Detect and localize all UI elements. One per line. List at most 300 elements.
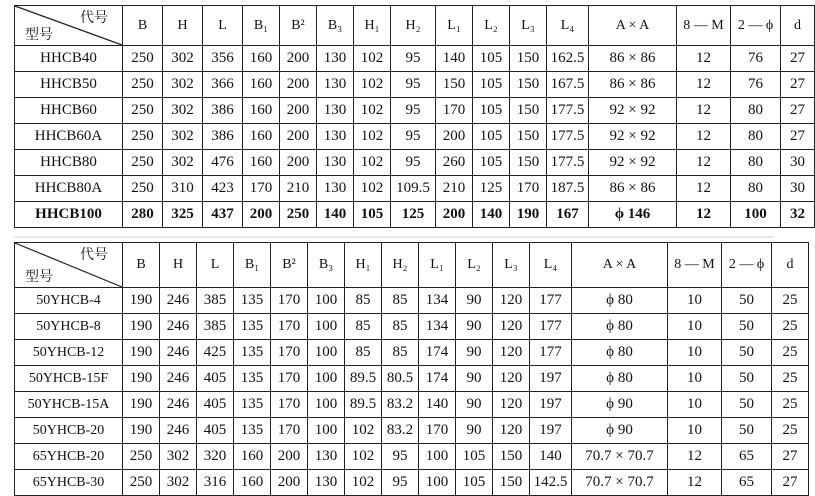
- value-cell: 25: [772, 340, 809, 366]
- value-cell: 177: [530, 314, 572, 340]
- value-cell: 197: [530, 418, 572, 444]
- value-cell: 150: [510, 150, 547, 176]
- value-cell: 160: [234, 470, 271, 496]
- value-cell: 10: [668, 340, 722, 366]
- value-cell: 10: [668, 314, 722, 340]
- value-cell: 142.5: [530, 470, 572, 496]
- header-row: [15, 6, 815, 46]
- value-cell: 89.5: [345, 392, 382, 418]
- value-cell: 162.5: [547, 46, 589, 72]
- value-cell: 200: [436, 124, 473, 150]
- model-cell: HHCB80A: [15, 176, 123, 202]
- column-header: L₁: [436, 6, 473, 46]
- value-cell: 85: [345, 314, 382, 340]
- value-cell: 170: [419, 418, 456, 444]
- value-cell: 167: [547, 202, 589, 228]
- value-cell: 150: [493, 444, 530, 470]
- value-cell: 105: [473, 98, 510, 124]
- value-cell: 140: [317, 202, 354, 228]
- value-cell: 85: [345, 288, 382, 314]
- value-cell: 12: [668, 470, 722, 496]
- value-cell: 405: [197, 392, 234, 418]
- header-row: [15, 243, 809, 288]
- value-cell: 83.2: [382, 392, 419, 418]
- column-header: H: [160, 243, 197, 288]
- value-cell: 102: [354, 150, 391, 176]
- value-cell: 134: [419, 314, 456, 340]
- value-cell: 210: [436, 176, 473, 202]
- value-cell: ϕ 80: [572, 366, 668, 392]
- value-cell: 50: [722, 418, 772, 444]
- value-cell: 190: [123, 418, 160, 444]
- value-cell: 10: [668, 392, 722, 418]
- value-cell: 130: [317, 46, 354, 72]
- value-cell: 405: [197, 366, 234, 392]
- model-cell: HHCB50: [15, 72, 123, 98]
- value-cell: 25: [772, 366, 809, 392]
- value-cell: 102: [354, 98, 391, 124]
- column-header: L₃: [493, 243, 530, 288]
- value-cell: 150: [493, 470, 530, 496]
- value-cell: 12: [677, 124, 731, 150]
- value-cell: 135: [234, 340, 271, 366]
- value-cell: 246: [160, 314, 197, 340]
- value-cell: 200: [280, 72, 317, 98]
- value-cell: 89.5: [345, 366, 382, 392]
- column-header: A × A: [572, 243, 668, 288]
- column-header: B₁: [243, 6, 280, 46]
- value-cell: 100: [308, 366, 345, 392]
- value-cell: 130: [317, 176, 354, 202]
- value-cell: 140: [419, 392, 456, 418]
- value-cell: 12: [677, 72, 731, 98]
- value-cell: 366: [203, 72, 243, 98]
- value-cell: 70.7 × 70.7: [572, 470, 668, 496]
- value-cell: 95: [391, 46, 436, 72]
- table-row: [15, 176, 815, 202]
- value-cell: 160: [234, 444, 271, 470]
- value-cell: 102: [354, 176, 391, 202]
- value-cell: 386: [203, 98, 243, 124]
- table-row: [15, 46, 815, 72]
- value-cell: 200: [271, 470, 308, 496]
- model-cell: HHCB60A: [15, 124, 123, 150]
- value-cell: 30: [781, 150, 815, 176]
- value-cell: 92 × 92: [589, 98, 677, 124]
- table-row: [15, 288, 809, 314]
- value-cell: 100: [308, 288, 345, 314]
- column-header: d: [772, 243, 809, 288]
- value-cell: 86 × 86: [589, 46, 677, 72]
- value-cell: 92 × 92: [589, 150, 677, 176]
- value-cell: 177.5: [547, 98, 589, 124]
- value-cell: ϕ 80: [572, 288, 668, 314]
- table-row: [15, 124, 815, 150]
- value-cell: 200: [280, 124, 317, 150]
- value-cell: 27: [772, 444, 809, 470]
- value-cell: 25: [772, 288, 809, 314]
- value-cell: 105: [473, 124, 510, 150]
- value-cell: 177.5: [547, 124, 589, 150]
- value-cell: 210: [280, 176, 317, 202]
- value-cell: 316: [197, 470, 234, 496]
- column-header: L₁: [419, 243, 456, 288]
- value-cell: 90: [456, 366, 493, 392]
- value-cell: 109.5: [391, 176, 436, 202]
- value-cell: 65: [722, 444, 772, 470]
- value-cell: 250: [123, 98, 163, 124]
- value-cell: 160: [243, 150, 280, 176]
- column-header: H: [163, 6, 203, 46]
- value-cell: 85: [382, 340, 419, 366]
- value-cell: 170: [271, 340, 308, 366]
- value-cell: 32: [781, 202, 815, 228]
- value-cell: ϕ 80: [572, 314, 668, 340]
- table-row: [15, 366, 809, 392]
- value-cell: 167.5: [547, 72, 589, 98]
- value-cell: 50: [722, 314, 772, 340]
- value-cell: 100: [308, 340, 345, 366]
- value-cell: 102: [345, 418, 382, 444]
- value-cell: 170: [510, 176, 547, 202]
- value-cell: 170: [271, 418, 308, 444]
- value-cell: 160: [243, 98, 280, 124]
- value-cell: 25: [772, 314, 809, 340]
- value-cell: 12: [677, 98, 731, 124]
- value-cell: 405: [197, 418, 234, 444]
- value-cell: 135: [234, 366, 271, 392]
- value-cell: 100: [419, 444, 456, 470]
- spec-table-yhcb: [14, 242, 809, 496]
- value-cell: 100: [308, 392, 345, 418]
- value-cell: 102: [345, 444, 382, 470]
- value-cell: 150: [510, 98, 547, 124]
- value-cell: 174: [419, 340, 456, 366]
- value-cell: 12: [677, 46, 731, 72]
- value-cell: 27: [772, 470, 809, 496]
- value-cell: 302: [163, 46, 203, 72]
- value-cell: 135: [234, 288, 271, 314]
- value-cell: ϕ 146: [589, 202, 677, 228]
- value-cell: 50: [722, 288, 772, 314]
- column-header: H₂: [382, 243, 419, 288]
- value-cell: 27: [781, 98, 815, 124]
- value-cell: 125: [391, 202, 436, 228]
- value-cell: 250: [280, 202, 317, 228]
- table-row: [15, 470, 809, 496]
- value-cell: 160: [243, 72, 280, 98]
- spec-table-hhcb: [14, 5, 815, 228]
- value-cell: 170: [436, 98, 473, 124]
- value-cell: 302: [163, 150, 203, 176]
- corner-model-label: 型号: [25, 28, 53, 43]
- value-cell: 200: [243, 202, 280, 228]
- corner-code-label: 代号: [80, 11, 108, 26]
- value-cell: 95: [391, 72, 436, 98]
- value-cell: 260: [436, 150, 473, 176]
- model-cell: 65YHCB-30: [15, 470, 123, 496]
- column-header: L₄: [530, 243, 572, 288]
- value-cell: 120: [493, 366, 530, 392]
- value-cell: 386: [203, 124, 243, 150]
- value-cell: 140: [530, 444, 572, 470]
- corner-model-label: 型号: [25, 270, 53, 285]
- corner-header: [15, 6, 123, 46]
- value-cell: 100: [731, 202, 781, 228]
- value-cell: 385: [197, 288, 234, 314]
- column-header: B₃: [308, 243, 345, 288]
- value-cell: 476: [203, 150, 243, 176]
- value-cell: 95: [382, 470, 419, 496]
- column-header: L: [203, 6, 243, 46]
- value-cell: 200: [280, 98, 317, 124]
- value-cell: 135: [234, 418, 271, 444]
- table-row: [15, 418, 809, 444]
- value-cell: 102: [345, 470, 382, 496]
- value-cell: 200: [280, 46, 317, 72]
- value-cell: 302: [160, 470, 197, 496]
- table-separator: [14, 236, 774, 238]
- value-cell: 120: [493, 340, 530, 366]
- value-cell: ϕ 90: [572, 418, 668, 444]
- value-cell: 85: [382, 288, 419, 314]
- column-header: L₂: [473, 6, 510, 46]
- value-cell: 105: [456, 470, 493, 496]
- value-cell: 10: [668, 418, 722, 444]
- column-header: L₄: [547, 6, 589, 46]
- value-cell: 150: [510, 46, 547, 72]
- table-row: [15, 314, 809, 340]
- column-header: B₃: [317, 6, 354, 46]
- table-row: [15, 150, 815, 176]
- column-header: L₂: [456, 243, 493, 288]
- model-cell: 65YHCB-20: [15, 444, 123, 470]
- value-cell: 95: [391, 124, 436, 150]
- value-cell: 150: [510, 124, 547, 150]
- column-header: 8 — M: [677, 6, 731, 46]
- value-cell: 120: [493, 392, 530, 418]
- column-header: H₂: [391, 6, 436, 46]
- value-cell: 250: [123, 150, 163, 176]
- value-cell: 12: [677, 202, 731, 228]
- value-cell: 90: [456, 418, 493, 444]
- model-cell: HHCB80: [15, 150, 123, 176]
- value-cell: 12: [677, 176, 731, 202]
- corner-header: [15, 243, 123, 288]
- value-cell: 90: [456, 288, 493, 314]
- model-cell: 50YHCB-15F: [15, 366, 123, 392]
- value-cell: 100: [308, 314, 345, 340]
- value-cell: 130: [317, 150, 354, 176]
- value-cell: 90: [456, 340, 493, 366]
- value-cell: 177.5: [547, 150, 589, 176]
- column-header: B²: [280, 6, 317, 46]
- corner-code-label: 代号: [80, 248, 108, 263]
- value-cell: 130: [308, 470, 345, 496]
- value-cell: 197: [530, 366, 572, 392]
- value-cell: 200: [280, 150, 317, 176]
- column-header: d: [781, 6, 815, 46]
- value-cell: 197: [530, 392, 572, 418]
- value-cell: 140: [473, 202, 510, 228]
- value-cell: 25: [772, 418, 809, 444]
- value-cell: 85: [382, 314, 419, 340]
- value-cell: 50: [722, 366, 772, 392]
- value-cell: 177: [530, 288, 572, 314]
- value-cell: 250: [123, 470, 160, 496]
- value-cell: 250: [123, 72, 163, 98]
- value-cell: 325: [163, 202, 203, 228]
- value-cell: 150: [510, 72, 547, 98]
- value-cell: 170: [271, 314, 308, 340]
- value-cell: 105: [473, 150, 510, 176]
- value-cell: 83.2: [382, 418, 419, 444]
- value-cell: 140: [436, 46, 473, 72]
- value-cell: 310: [163, 176, 203, 202]
- value-cell: 100: [419, 470, 456, 496]
- value-cell: 423: [203, 176, 243, 202]
- model-cell: 50YHCB-12: [15, 340, 123, 366]
- value-cell: 70.7 × 70.7: [572, 444, 668, 470]
- value-cell: 190: [123, 288, 160, 314]
- value-cell: 130: [317, 124, 354, 150]
- value-cell: 302: [163, 124, 203, 150]
- value-cell: 280: [123, 202, 163, 228]
- value-cell: 27: [781, 72, 815, 98]
- value-cell: 190: [123, 392, 160, 418]
- value-cell: 80: [731, 98, 781, 124]
- value-cell: 250: [123, 444, 160, 470]
- value-cell: 105: [473, 46, 510, 72]
- value-cell: 250: [123, 124, 163, 150]
- value-cell: 80: [731, 150, 781, 176]
- value-cell: 190: [123, 340, 160, 366]
- value-cell: 100: [308, 418, 345, 444]
- table-row: [15, 444, 809, 470]
- value-cell: 302: [163, 72, 203, 98]
- value-cell: 246: [160, 366, 197, 392]
- value-cell: 190: [123, 314, 160, 340]
- value-cell: 302: [163, 98, 203, 124]
- value-cell: 160: [243, 124, 280, 150]
- column-header: B: [123, 243, 160, 288]
- model-cell: HHCB60: [15, 98, 123, 124]
- value-cell: 86 × 86: [589, 72, 677, 98]
- value-cell: 174: [419, 366, 456, 392]
- model-cell: HHCB40: [15, 46, 123, 72]
- column-header: 8 — M: [668, 243, 722, 288]
- value-cell: 30: [781, 176, 815, 202]
- value-cell: 95: [382, 444, 419, 470]
- value-cell: 65: [722, 470, 772, 496]
- value-cell: 246: [160, 288, 197, 314]
- value-cell: 130: [317, 72, 354, 98]
- column-header: B²: [271, 243, 308, 288]
- value-cell: 425: [197, 340, 234, 366]
- value-cell: 320: [197, 444, 234, 470]
- value-cell: 250: [123, 46, 163, 72]
- value-cell: 27: [781, 46, 815, 72]
- value-cell: 102: [354, 124, 391, 150]
- table-row: [15, 98, 815, 124]
- value-cell: 170: [243, 176, 280, 202]
- table-row: [15, 202, 815, 228]
- table-row: [15, 340, 809, 366]
- value-cell: 10: [668, 288, 722, 314]
- value-cell: 120: [493, 314, 530, 340]
- value-cell: 246: [160, 340, 197, 366]
- value-cell: 200: [271, 444, 308, 470]
- table-row: [15, 72, 815, 98]
- value-cell: ϕ 90: [572, 392, 668, 418]
- value-cell: 95: [391, 98, 436, 124]
- value-cell: 385: [197, 314, 234, 340]
- value-cell: 170: [271, 366, 308, 392]
- column-header: B: [123, 6, 163, 46]
- value-cell: 105: [473, 72, 510, 98]
- value-cell: 302: [160, 444, 197, 470]
- value-cell: 125: [473, 176, 510, 202]
- model-cell: HHCB100: [15, 202, 123, 228]
- value-cell: 130: [317, 98, 354, 124]
- value-cell: 25: [772, 392, 809, 418]
- value-cell: 356: [203, 46, 243, 72]
- value-cell: 190: [123, 366, 160, 392]
- value-cell: 135: [234, 314, 271, 340]
- value-cell: 12: [677, 150, 731, 176]
- value-cell: 86 × 86: [589, 176, 677, 202]
- value-cell: 10: [668, 366, 722, 392]
- value-cell: 80.5: [382, 366, 419, 392]
- value-cell: 27: [781, 124, 815, 150]
- value-cell: 105: [456, 444, 493, 470]
- value-cell: 102: [354, 46, 391, 72]
- value-cell: 50: [722, 392, 772, 418]
- value-cell: 50: [722, 340, 772, 366]
- model-cell: 50YHCB-8: [15, 314, 123, 340]
- value-cell: 130: [308, 444, 345, 470]
- value-cell: 437: [203, 202, 243, 228]
- value-cell: 134: [419, 288, 456, 314]
- value-cell: 76: [731, 72, 781, 98]
- column-header: L: [197, 243, 234, 288]
- value-cell: 250: [123, 176, 163, 202]
- value-cell: 92 × 92: [589, 124, 677, 150]
- value-cell: 12: [668, 444, 722, 470]
- value-cell: 246: [160, 418, 197, 444]
- column-header: H₁: [354, 6, 391, 46]
- value-cell: 105: [354, 202, 391, 228]
- value-cell: 135: [234, 392, 271, 418]
- value-cell: 120: [493, 418, 530, 444]
- model-cell: 50YHCB-4: [15, 288, 123, 314]
- value-cell: 150: [436, 72, 473, 98]
- value-cell: 120: [493, 288, 530, 314]
- value-cell: 102: [354, 72, 391, 98]
- column-header: H₁: [345, 243, 382, 288]
- value-cell: 170: [271, 392, 308, 418]
- value-cell: ϕ 80: [572, 340, 668, 366]
- value-cell: 80: [731, 124, 781, 150]
- value-cell: 190: [510, 202, 547, 228]
- value-cell: 80: [731, 176, 781, 202]
- value-cell: 85: [345, 340, 382, 366]
- model-cell: 50YHCB-20: [15, 418, 123, 444]
- value-cell: 90: [456, 314, 493, 340]
- value-cell: 95: [391, 150, 436, 176]
- value-cell: 76: [731, 46, 781, 72]
- value-cell: 187.5: [547, 176, 589, 202]
